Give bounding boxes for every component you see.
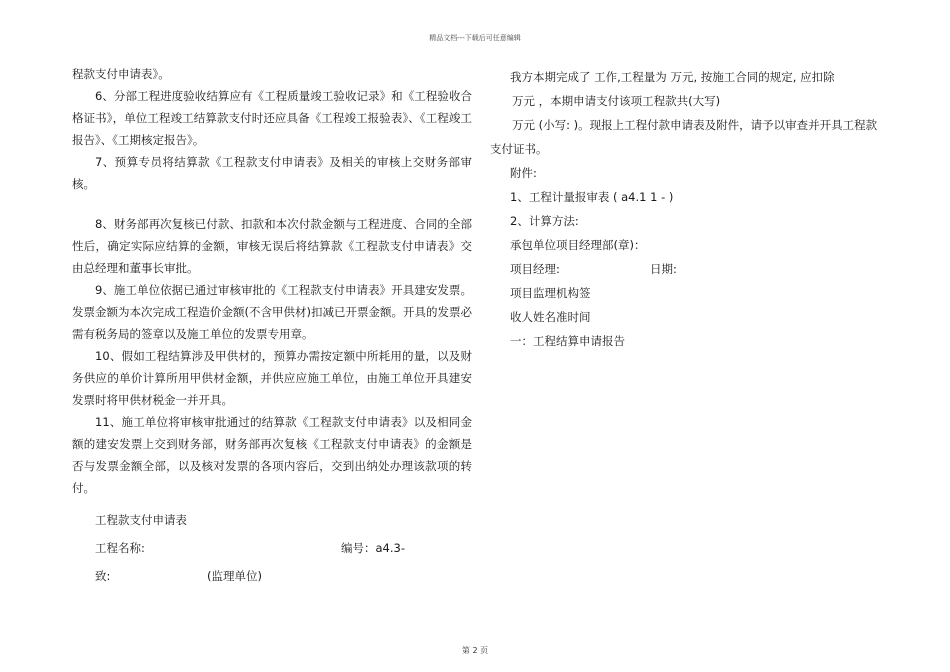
page-header: 精品文档---下载后可任意编辑 bbox=[429, 34, 521, 42]
paragraph-6: 6、分部工程进度验收结算应有《工程质量竣工验收记录》和《工程验收合格证书》，单位工程竣工结算款支付时还应具备《工程竣工报验表》、《工程竣工报告》、《工期核定报告》。 bbox=[72, 89, 472, 147]
manager-line bbox=[510, 258, 890, 282]
supervision-sign-label: 项目监理机构签 bbox=[510, 286, 591, 300]
to-label: 致: bbox=[95, 569, 111, 583]
right-line-3: 万元 (小写: )。现报上工程付款申请表及附件，请予以审查并开具工程款 bbox=[512, 118, 878, 132]
left-column bbox=[72, 63, 472, 593]
attachments-label: 附件: bbox=[510, 166, 537, 180]
paragraph-8: 8、财务部再次复核已付款、扣款和本次付款金额与工程进度、合同的全部性后，确定实际应结算的金额，审核无误后将结算款《工程款支付申请表》交由总经理和董事长审批。 bbox=[72, 217, 472, 275]
number-label: 编号：a4.3- bbox=[341, 541, 405, 555]
date-label: 日期: bbox=[650, 262, 677, 276]
right-line-2: 万元 ，本期申请支付该项工程款共(大写) bbox=[512, 94, 721, 108]
paragraph-11: 11、施工单位将审核审批通过的结算款《工程款支付申请表》以及相同金额的建安发票上交到财务部，财务部再次复核《工程款支付申请表》的金额是否与发票金额全部，以及核对发票的各项内容后，交到出纳处办理该款项的转付。 bbox=[72, 415, 472, 495]
attachment-2: 2、计算方法: bbox=[510, 214, 579, 228]
form-title-line bbox=[72, 509, 472, 537]
settlement-report-heading: 一：工程结算申请报告 bbox=[510, 334, 625, 348]
receiver-name-label: 收人姓名准时间 bbox=[510, 310, 591, 324]
project-name-label: 工程名称: bbox=[95, 541, 145, 555]
page-number: 第 2 页 bbox=[461, 646, 489, 655]
right-line-4: 支付证书。 bbox=[490, 142, 548, 156]
paragraph-7: 7、预算专员将结算款《工程款支付申请表》及相关的审核上交财务部审核。 bbox=[72, 155, 472, 191]
project-name-line bbox=[72, 537, 472, 565]
form-title: 工程款支付申请表 bbox=[95, 513, 187, 527]
supervisor-label: (监理单位) bbox=[207, 569, 262, 583]
attachment-1: 1、工程计量报审表 ( a4.1 1 - ) bbox=[510, 190, 674, 204]
right-column bbox=[490, 66, 890, 354]
paragraph-10: 10、假如工程结算涉及甲供材的，预算办需按定额中所耗用的量，以及财务供应的单价计算所用甲供材金额，并供应应施工单位，由施工单位开具建安发票时将甲供材税金一并开具。 bbox=[72, 349, 472, 407]
contractor-seal-label: 承包单位项目经理部(章)： bbox=[510, 238, 646, 252]
project-manager-label: 项目经理: bbox=[510, 262, 560, 276]
right-line-1: 我方本期完成了 工作,工程量为 万元, 按施工合同的规定, 应扣除 bbox=[510, 70, 835, 84]
paragraph-continuation: 程款支付申请表》。 bbox=[72, 67, 170, 81]
paragraph-9: 9、施工单位依据已通过审核审批的《工程款支付申请表》开具建安发票。发票金额为本次完成工程造价金额(不含甲供材)扣减已开票金额。开具的发票必需有税务局的签章以及施工单位的发票专用章。 bbox=[72, 283, 472, 341]
recipient-line bbox=[72, 565, 472, 593]
